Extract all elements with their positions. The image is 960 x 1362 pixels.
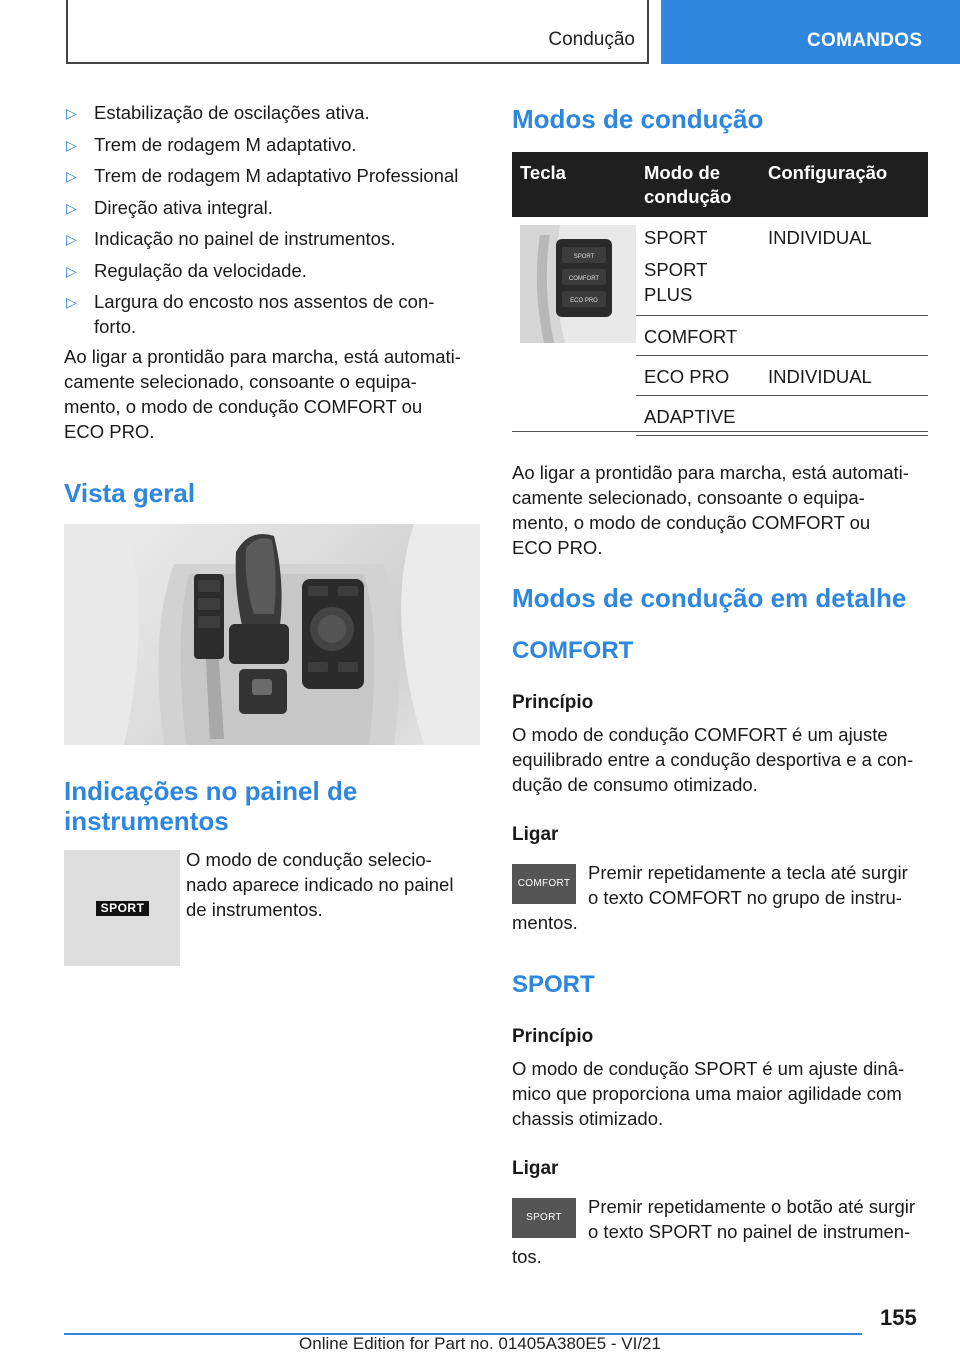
bullet-triangle-icon: ▷	[66, 294, 77, 310]
page-number: 155	[880, 1305, 917, 1330]
comfort-switch-text-end: mentos.	[512, 912, 578, 933]
switch-label-comfort: COMFORT	[568, 276, 600, 282]
table-header-row	[512, 152, 928, 217]
col-header-config: Configuração	[760, 152, 928, 217]
section-title: Condução	[548, 29, 635, 50]
mode-cell: SPORT SPORT PLUS	[644, 227, 708, 305]
list-item: ▷ Largura do encosto nos assentos de con‐ forto.	[66, 291, 435, 337]
bullet-triangle-icon: ▷	[66, 105, 77, 121]
chapter-title: COMANDOS	[807, 30, 923, 51]
list-item: ▷ Indicação no painel de instrumentos.	[64, 226, 480, 251]
center-console-photo	[64, 524, 480, 745]
bullet-triangle-icon: ▷	[66, 231, 77, 247]
mode-cell: ADAPTIVE	[636, 396, 760, 436]
modes-heading: Modos de condução	[512, 104, 764, 134]
col-header-key: Tecla	[512, 152, 636, 217]
sport-switch-label: Ligar	[512, 1158, 559, 1179]
table-bottom-rule	[512, 431, 928, 432]
list-item: ▷ Direção ativa integral.	[64, 195, 480, 220]
bullet-triangle-icon: ▷	[66, 199, 77, 216]
header-chapter-tab	[661, 0, 960, 64]
list-item: ▷ Estabilização de oscilações ativa.	[64, 100, 480, 125]
cluster-description: O modo de condução selecio‐ nado aparece indicado no painel de instrumentos.	[186, 849, 454, 920]
config-cell: INDIVIDUAL	[760, 356, 928, 396]
switch-label-sport: SPORT	[573, 254, 595, 260]
comfort-key-image: COMFORT	[512, 864, 576, 904]
comfort-heading: COMFORT	[512, 637, 634, 664]
config-cell: INDIVIDUAL	[768, 227, 872, 248]
comfort-principle-text: O modo de condução COMFORT é um ajuste equilibrado entre a condução desportiva e a con‐ dução de consumo otimizado.	[512, 724, 914, 795]
sport-key-image: SPORT	[512, 1198, 576, 1238]
modes-table	[512, 152, 928, 436]
bullet-triangle-icon: ▷	[66, 262, 77, 279]
instrument-cluster-image	[64, 850, 180, 966]
header-section-tab	[66, 0, 649, 64]
sport-display-badge: SPORT	[96, 901, 149, 916]
cluster-heading: Indicações no painel de instrumentos	[64, 776, 358, 836]
bullet-triangle-icon: ▷	[66, 136, 77, 153]
list-item: ▷ Regulação da velocidade.	[64, 258, 480, 283]
col-header-mode: Modo de condução	[636, 152, 760, 217]
intro-paragraph: Ao ligar a prontidão para marcha, está automati‐ camente selecionado, consoante o equipa‐ mento, o modo de condução COMFORT ou ECO PRO.	[64, 345, 461, 442]
sport-heading: SPORT	[512, 971, 595, 998]
config-cell	[760, 396, 928, 436]
table-row	[512, 217, 928, 316]
comfort-switch-label: Ligar	[512, 824, 559, 845]
list-item: ▷ Trem de rodagem M adaptativo Professional	[64, 163, 480, 188]
left-column	[64, 100, 480, 920]
switch-label-eco-pro: ECO PRO	[570, 298, 598, 304]
sport-principle-text: O modo de condução SPORT é um ajuste dinâ‐ mico que proporciona uma maior agilidade com chassis otimizado.	[512, 1058, 905, 1129]
center-console-illustration	[64, 524, 480, 745]
detail-heading: Modos de condução em detalhe	[512, 583, 907, 613]
mode-switch-photo	[520, 225, 636, 343]
sport-switch-text-end: tos.	[512, 1246, 542, 1267]
list-item: ▷ Trem de rodagem M adaptativo.	[64, 132, 480, 157]
edition-footer: Online Edition for Part no. 01405A380E5 - VI/21	[299, 1334, 661, 1353]
overview-heading: Vista geral	[64, 478, 196, 508]
comfort-principle-label: Princípio	[512, 692, 594, 713]
feature-list	[64, 100, 480, 339]
mode-cell: COMFORT	[636, 316, 760, 356]
config-cell	[760, 316, 928, 356]
mode-cell: ECO PRO	[636, 356, 760, 396]
right-intro-paragraph: Ao ligar a prontidão para marcha, está automati‐ camente selecionado, consoante o equipa‐ mento, o modo de condução COMFORT ou ECO PRO.	[512, 462, 909, 558]
comfort-switch-text: Premir repetidamente a tecla até surgir o texto COMFORT no grupo de instru‐	[588, 862, 908, 908]
sport-principle-label: Princípio	[512, 1026, 594, 1047]
sport-switch-text: Premir repetidamente o botão até surgir o texto SPORT no painel de instrumen‐	[588, 1196, 916, 1242]
bullet-triangle-icon: ▷	[66, 168, 77, 184]
key-cell	[512, 217, 636, 436]
